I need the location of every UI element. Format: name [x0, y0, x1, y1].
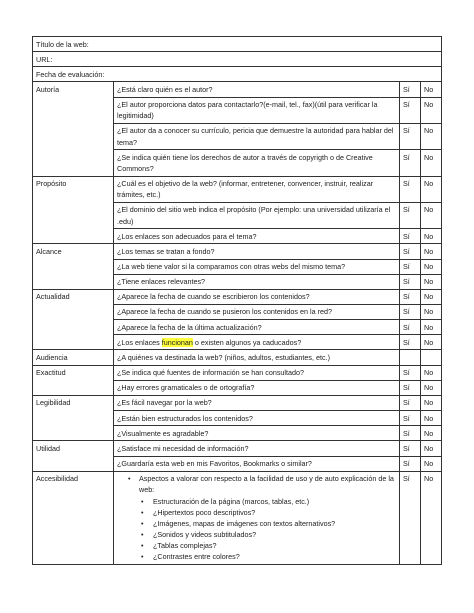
answer-yes-cell[interactable]: Sí	[400, 335, 421, 350]
accessibility-intro: Aspectos a valorar con respecto a la facilidad de uso y de auto explicación de la web:	[139, 474, 394, 495]
question-text: ¿Los temas se tratan a fondo?	[114, 244, 400, 259]
accessibility-item: ¿Hipertextos poco descriptivos?	[153, 507, 256, 517]
answer-yes-cell[interactable]: Sí	[400, 82, 421, 97]
answer-no-cell[interactable]: No	[421, 304, 442, 319]
answer-no-cell[interactable]: No	[421, 456, 442, 471]
question-text: ¿Los enlaces son adecuados para el tema?	[114, 229, 400, 244]
answer-no-cell[interactable]: No	[421, 97, 442, 123]
answer-no-cell[interactable]: No	[421, 176, 442, 202]
question-text: ¿A quiénes va destinada la web? (niños, adultos, estudiantes, etc.)	[114, 350, 400, 365]
evaluation-table	[32, 36, 442, 565]
section-label: Propósito	[33, 176, 114, 244]
list-item	[128, 473, 396, 562]
question-text: ¿El autor proporciona datos para contactarlo?(e-mail, tel., fax)(útil para verificar la legitimidad)	[114, 97, 400, 123]
answer-no-cell[interactable]: No	[421, 150, 442, 176]
answer-no-cell[interactable]: No	[421, 82, 442, 97]
answer-yes-cell[interactable]: Sí	[400, 123, 421, 149]
list-item	[141, 518, 396, 529]
answer-no-cell[interactable]	[421, 350, 442, 365]
answer-no-cell[interactable]: No	[421, 259, 442, 274]
question-text: ¿La web tiene valor si la comparamos con otras webs del mismo tema?	[114, 259, 400, 274]
section-label: Exactitud	[33, 365, 114, 395]
section-label: Alcance	[33, 244, 114, 289]
list-item	[141, 496, 396, 507]
accessibility-item: ¿Imágenes, mapas de imágenes con textos alternativos?	[153, 518, 336, 528]
question-text: ¿Aparece la fecha de cuando se escribieron los contenidos?	[114, 289, 400, 304]
question-text: ¿Aparece la fecha de cuando se pusieron los contenidos en la red?	[114, 304, 400, 319]
answer-yes-cell[interactable]: Sí	[400, 320, 421, 335]
question-text: ¿Satisface mi necesidad de información?	[114, 441, 400, 456]
question-text: ¿Se indica quién tiene los derechos de autor a través de copyrigth o de Creative Commons?	[114, 150, 400, 176]
evaluation-table-body	[33, 37, 442, 565]
answer-yes-cell[interactable]: Sí	[400, 441, 421, 456]
list-item	[141, 507, 396, 518]
date-row	[33, 67, 442, 82]
section-label: Autoría	[33, 82, 114, 176]
question-text: ¿Guardaría esta web en mis Favoritos, Bookmarks o similar?	[114, 456, 400, 471]
url-label: URL:	[33, 52, 442, 67]
bullet-icon: •	[141, 552, 144, 562]
answer-yes-cell[interactable]: Sí	[400, 274, 421, 289]
question-text: ¿El dominio del sitio web indica el propósito (Por ejemplo: una universidad utilizaría el .edu)	[114, 202, 400, 228]
question-text: ¿Cuál es el objetivo de la web? (informar, entretener, convencer, instruir, realizar trámites, etc.)	[114, 176, 400, 202]
answer-no-cell[interactable]: No	[421, 320, 442, 335]
answer-no-cell[interactable]: No	[421, 471, 442, 564]
table-row	[33, 365, 442, 380]
bullet-icon: •	[141, 507, 144, 517]
answer-no-cell[interactable]: No	[421, 380, 442, 395]
date-label: Fecha de evaluación:	[33, 67, 442, 82]
answer-yes-cell[interactable]: Sí	[400, 380, 421, 395]
table-row	[33, 395, 442, 410]
answer-yes-cell[interactable]: Sí	[400, 471, 421, 564]
table-row	[33, 244, 442, 259]
bullet-icon: •	[141, 541, 144, 551]
answer-no-cell[interactable]: No	[421, 289, 442, 304]
answer-yes-cell[interactable]: Sí	[400, 176, 421, 202]
answer-yes-cell[interactable]: Sí	[400, 97, 421, 123]
answer-yes-cell[interactable]: Sí	[400, 365, 421, 380]
question-text-part: ¿Los enlaces	[117, 337, 162, 347]
answer-yes-cell[interactable]: Sí	[400, 150, 421, 176]
question-text: ¿Es fácil navegar por la web?	[114, 395, 400, 410]
answer-no-cell[interactable]: No	[421, 229, 442, 244]
answer-yes-cell[interactable]: Sí	[400, 456, 421, 471]
section-label: Accesibilidad	[33, 471, 114, 564]
answer-no-cell[interactable]: No	[421, 274, 442, 289]
table-row	[33, 289, 442, 304]
question-text: ¿Visualmente es agradable?	[114, 426, 400, 441]
bullet-icon: •	[141, 529, 144, 539]
answer-no-cell[interactable]: No	[421, 365, 442, 380]
accessibility-list	[117, 473, 396, 562]
accessibility-details	[114, 471, 400, 564]
answer-yes-cell[interactable]: Sí	[400, 304, 421, 319]
answer-yes-cell[interactable]: Sí	[400, 411, 421, 426]
question-text: ¿El autor da a conocer su currículo, pericia que demuestre la autoridad para hablar del tema?	[114, 123, 400, 149]
bullet-icon: •	[128, 474, 131, 484]
table-row	[33, 350, 442, 365]
question-text: ¿Están bien estructurados los contenidos?	[114, 411, 400, 426]
answer-yes-cell[interactable]: Sí	[400, 289, 421, 304]
section-label: Actualidad	[33, 289, 114, 350]
question-text: ¿Tiene enlaces relevantes?	[114, 274, 400, 289]
title-row	[33, 37, 442, 52]
list-item	[141, 529, 396, 540]
answer-no-cell[interactable]: No	[421, 202, 442, 228]
accessibility-item: ¿Tablas complejas?	[153, 541, 217, 551]
answer-yes-cell[interactable]: Sí	[400, 395, 421, 410]
answer-yes-cell[interactable]: Sí	[400, 244, 421, 259]
table-row	[33, 471, 442, 564]
question-text: ¿Está claro quién es el autor?	[114, 82, 400, 97]
answer-yes-cell[interactable]: Sí	[400, 259, 421, 274]
answer-no-cell[interactable]: No	[421, 244, 442, 259]
list-item	[141, 551, 396, 562]
question-text: ¿Aparece la fecha de la última actualización?	[114, 320, 400, 335]
url-row	[33, 52, 442, 67]
list-item	[141, 540, 396, 551]
question-text: ¿Hay errores gramaticales o de ortografía?	[114, 380, 400, 395]
answer-no-cell[interactable]: No	[421, 123, 442, 149]
title-label: Título de la web:	[33, 37, 442, 52]
question-text	[114, 335, 400, 350]
question-text-part: o existen algunos ya caducados?	[192, 337, 302, 347]
section-label: Utilidad	[33, 441, 114, 471]
table-row	[33, 82, 442, 97]
answer-no-cell[interactable]: No	[421, 441, 442, 456]
accessibility-item: ¿Contrastes entre colores?	[153, 552, 240, 562]
answer-yes-cell[interactable]	[400, 350, 421, 365]
highlighted-word: funcionan	[161, 337, 193, 347]
answer-yes-cell[interactable]: Sí	[400, 202, 421, 228]
answer-no-cell[interactable]: No	[421, 395, 442, 410]
section-label: Audiencia	[33, 350, 114, 365]
accessibility-item: ¿Sonidos y videos subtitulados?	[153, 529, 257, 539]
table-row	[33, 176, 442, 202]
answer-no-cell[interactable]: No	[421, 426, 442, 441]
bullet-icon: •	[141, 518, 144, 528]
answer-no-cell[interactable]: No	[421, 335, 442, 350]
bullet-icon: •	[141, 496, 144, 506]
answer-yes-cell[interactable]: Sí	[400, 426, 421, 441]
accessibility-sublist	[139, 496, 396, 563]
table-row	[33, 441, 442, 456]
question-text: ¿Se indica qué fuentes de información se han consultado?	[114, 365, 400, 380]
accessibility-item: Estructuración de la página (marcos, tablas, etc.)	[153, 496, 310, 506]
section-label: Legibilidad	[33, 395, 114, 440]
answer-yes-cell[interactable]: Sí	[400, 229, 421, 244]
answer-no-cell[interactable]: No	[421, 411, 442, 426]
